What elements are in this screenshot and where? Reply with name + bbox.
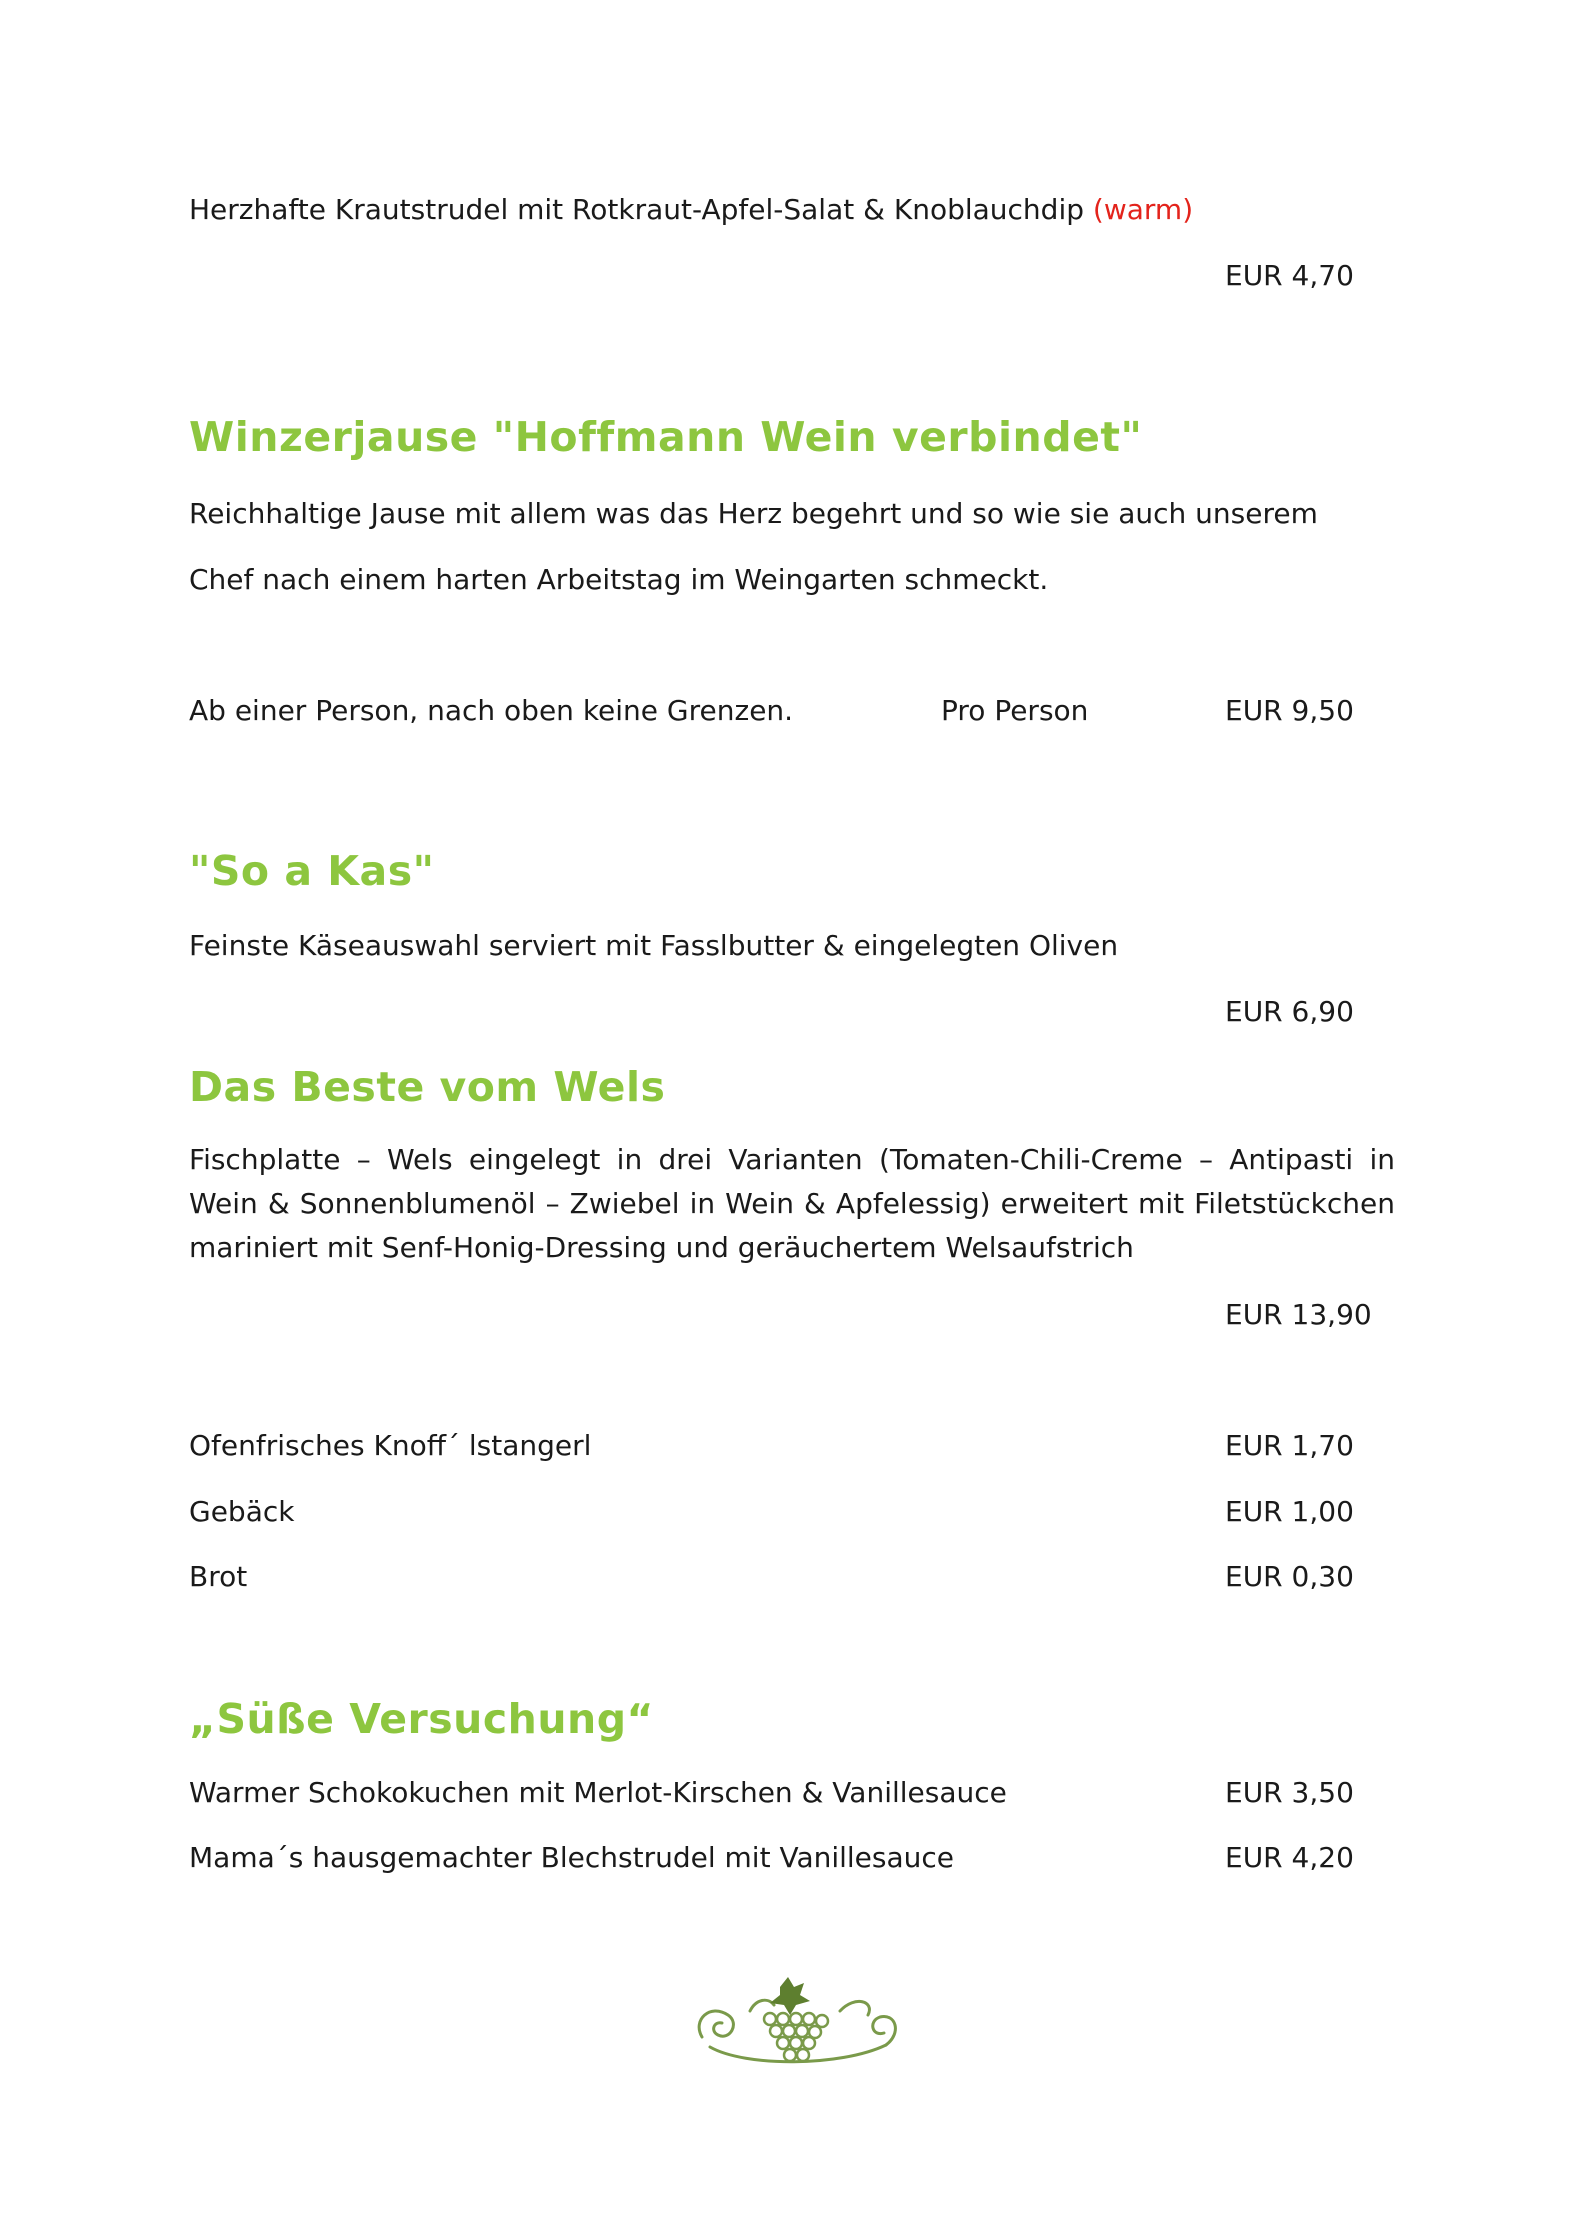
kas-heading: "So a Kas" (189, 847, 435, 895)
extra-knoffl-name: Ofenfrisches Knoff´ lstangerl (189, 1429, 592, 1462)
winzerjause-condition: Ab einer Person, nach oben keine Grenzen. (189, 694, 794, 727)
grape-vine-ornament-icon (690, 1975, 905, 2075)
dessert-blechstrudel-price: EUR 4,20 (1225, 1841, 1354, 1874)
warm-note: (warm) (1092, 193, 1194, 226)
extra-brot-name: Brot (189, 1560, 248, 1593)
kas-price: EUR 6,90 (1225, 995, 1354, 1028)
dessert-schokokuchen-price: EUR 3,50 (1225, 1776, 1354, 1809)
extra-gebaeck-price: EUR 1,00 (1225, 1495, 1354, 1528)
wels-desc: Fischplatte – Wels eingelegt in drei Varianten (Tomaten-Chili-Creme – Antipasti in Wein & Sonnenblumenöl – Zwiebel in Wein & Apfelessig) erweitert mit Filetstückchen mariniert mit Senf-Honig-Dressing und geräuchertem Welsaufstrich (189, 1143, 1395, 1264)
krautstrudel-price: EUR 4,70 (1225, 259, 1354, 292)
krautstrudel-text: Herzhafte Krautstrudel mit Rotkraut-Apfel-Salat & Knoblauchdip (189, 193, 1085, 226)
desserts-heading: „Süße Versuchung“ (189, 1695, 655, 1743)
dessert-schokokuchen-name: Warmer Schokokuchen mit Merlot-Kirschen & Vanillesauce (189, 1776, 1007, 1809)
dessert-blechstrudel-name: Mama´s hausgemachter Blechstrudel mit Vanillesauce (189, 1841, 955, 1874)
extra-knoffl-price: EUR 1,70 (1225, 1429, 1354, 1462)
wels-heading: Das Beste vom Wels (189, 1063, 666, 1111)
kas-desc: Feinste Käseauswahl serviert mit Fasslbutter & eingelegten Oliven (189, 929, 1119, 962)
wels-price: EUR 13,90 (1225, 1298, 1372, 1331)
winzerjause-heading: Winzerjause "Hoffmann Wein verbindet" (189, 413, 1143, 461)
winzerjause-desc-1: Reichhaltige Jause mit allem was das Herz begehrt und so wie sie auch unserem (189, 497, 1318, 530)
winzerjause-desc-2: Chef nach einem harten Arbeitstag im Weingarten schmeckt. (189, 563, 1049, 596)
extra-brot-price: EUR 0,30 (1225, 1560, 1354, 1593)
extra-gebaeck-name: Gebäck (189, 1495, 295, 1528)
winzerjause-unit: Pro Person (941, 694, 1089, 727)
krautstrudel-line (189, 192, 1193, 228)
winzerjause-price: EUR 9,50 (1225, 694, 1354, 727)
